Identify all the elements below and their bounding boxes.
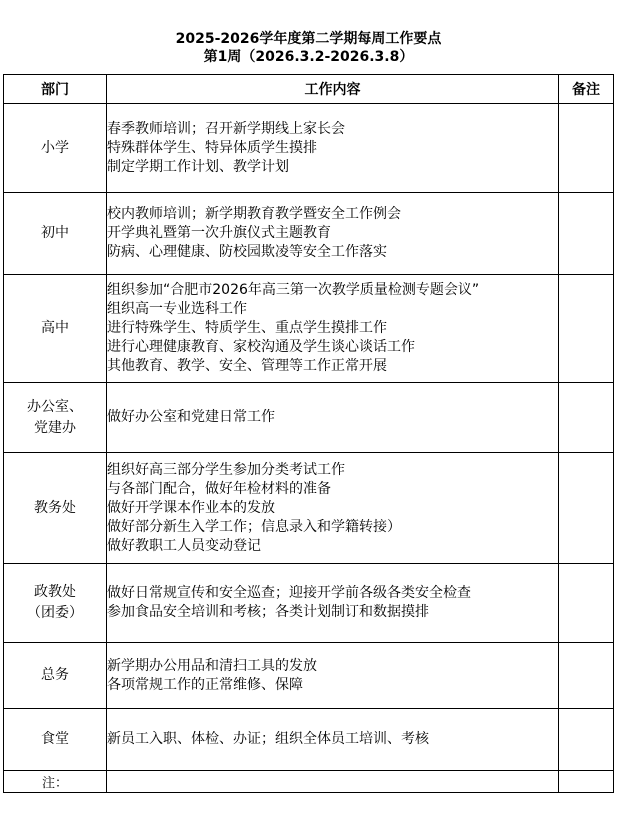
work-item: 做好开学课本作业本的发放 xyxy=(107,499,275,516)
department-name: 总务 xyxy=(41,667,69,683)
table-row xyxy=(4,193,614,275)
department-cell xyxy=(4,453,107,564)
department-cell xyxy=(4,383,107,453)
table-row xyxy=(4,453,614,564)
header-note: 备注 xyxy=(559,75,614,104)
work-item: 进行特殊学生、特质学生、重点学生摸排工作 xyxy=(107,320,387,336)
department-cell xyxy=(4,104,107,193)
document-subtitle: 第1周（2026.3.2-2026.3.8） xyxy=(203,49,414,65)
note-cell xyxy=(559,564,614,643)
work-item: 组织好高三部分学生参加分类考试工作 xyxy=(107,461,345,478)
footer-note-label: 注： xyxy=(4,771,107,793)
department-cell xyxy=(4,275,107,383)
document-header xyxy=(0,30,617,66)
footer-content-cell xyxy=(107,771,559,793)
department-name: 政教处 xyxy=(34,584,76,600)
work-item: 做好教职工人员变动登记 xyxy=(107,537,261,554)
work-content-cell xyxy=(107,383,559,453)
note-cell xyxy=(559,453,614,564)
department-cell xyxy=(4,709,107,771)
department-name: 初中 xyxy=(41,225,69,241)
work-content-cell xyxy=(107,453,559,564)
department-name: 食堂 xyxy=(41,731,69,747)
table-footer-row xyxy=(4,771,614,793)
work-content-cell xyxy=(107,709,559,771)
work-item: 参加食品安全培训和考核；各类计划制订和数据摸排 xyxy=(107,604,429,620)
work-item: 防病、心理健康、防校园欺凌等安全工作落实 xyxy=(107,244,387,260)
footer-note-cell xyxy=(559,771,614,793)
table-row xyxy=(4,104,614,193)
department-name: 教务处 xyxy=(34,499,76,516)
header-department: 部门 xyxy=(4,75,107,104)
note-cell xyxy=(559,643,614,709)
work-item: 组织高一专业选科工作 xyxy=(107,301,247,317)
table-row xyxy=(4,709,614,771)
work-item: 其他教育、教学、安全、管理等工作正常开展 xyxy=(107,358,387,374)
weekly-plan-table xyxy=(3,74,614,793)
work-item: 特殊群体学生、特异体质学生摸排 xyxy=(107,139,317,156)
work-item: 新员工入职、体检、办证；组织全体员工培训、考核 xyxy=(107,731,429,747)
note-cell xyxy=(559,275,614,383)
work-item: 制定学期工作计划、教学计划 xyxy=(107,158,289,175)
work-content-cell xyxy=(107,564,559,643)
work-content-cell xyxy=(107,643,559,709)
work-item: 进行心理健康教育、家校沟通及学生谈心谈话工作 xyxy=(107,339,415,355)
document-title: 2025-2026学年度第二学期每周工作要点 xyxy=(175,31,442,47)
work-item: 新学期办公用品和清扫工具的发放 xyxy=(107,657,317,674)
table-body xyxy=(4,104,614,771)
work-item: 做好部分新生入学工作；信息录入和学籍转接） xyxy=(107,518,401,535)
table-row xyxy=(4,564,614,643)
department-cell xyxy=(4,643,107,709)
department-cell xyxy=(4,564,107,643)
work-item: 各项常规工作的正常维修、保障 xyxy=(107,676,303,693)
work-item: 校内教师培训；新学期教育教学暨安全工作例会 xyxy=(107,206,401,222)
table-row xyxy=(4,275,614,383)
work-content-cell xyxy=(107,104,559,193)
note-cell xyxy=(559,383,614,453)
table-header-row xyxy=(4,75,614,104)
department-name: （团委） xyxy=(27,605,83,621)
work-content-cell xyxy=(107,193,559,275)
table-row xyxy=(4,383,614,453)
work-item: 组织参加“合肥市2026年高三第一次教学质量检测专题会议” xyxy=(107,282,480,298)
department-name: 小学 xyxy=(41,139,69,156)
department-name: 党建办 xyxy=(34,419,76,436)
header-content: 工作内容 xyxy=(107,75,559,104)
work-item: 春季教师培训；召开新学期线上家长会 xyxy=(107,120,345,137)
note-cell xyxy=(559,104,614,193)
note-cell xyxy=(559,193,614,275)
department-name: 办公室、 xyxy=(27,398,83,415)
work-item: 做好日常规宣传和安全巡查；迎接开学前各级各类安全检查 xyxy=(107,585,471,601)
department-cell xyxy=(4,193,107,275)
work-item: 做好办公室和党建日常工作 xyxy=(107,409,275,425)
note-cell xyxy=(559,709,614,771)
work-content-cell xyxy=(107,275,559,383)
work-item: 与各部门配合，做好年检材料的准备 xyxy=(107,480,331,497)
work-item: 开学典礼暨第一次升旗仪式主题教育 xyxy=(107,225,331,241)
department-name: 高中 xyxy=(41,320,69,336)
table-row xyxy=(4,643,614,709)
